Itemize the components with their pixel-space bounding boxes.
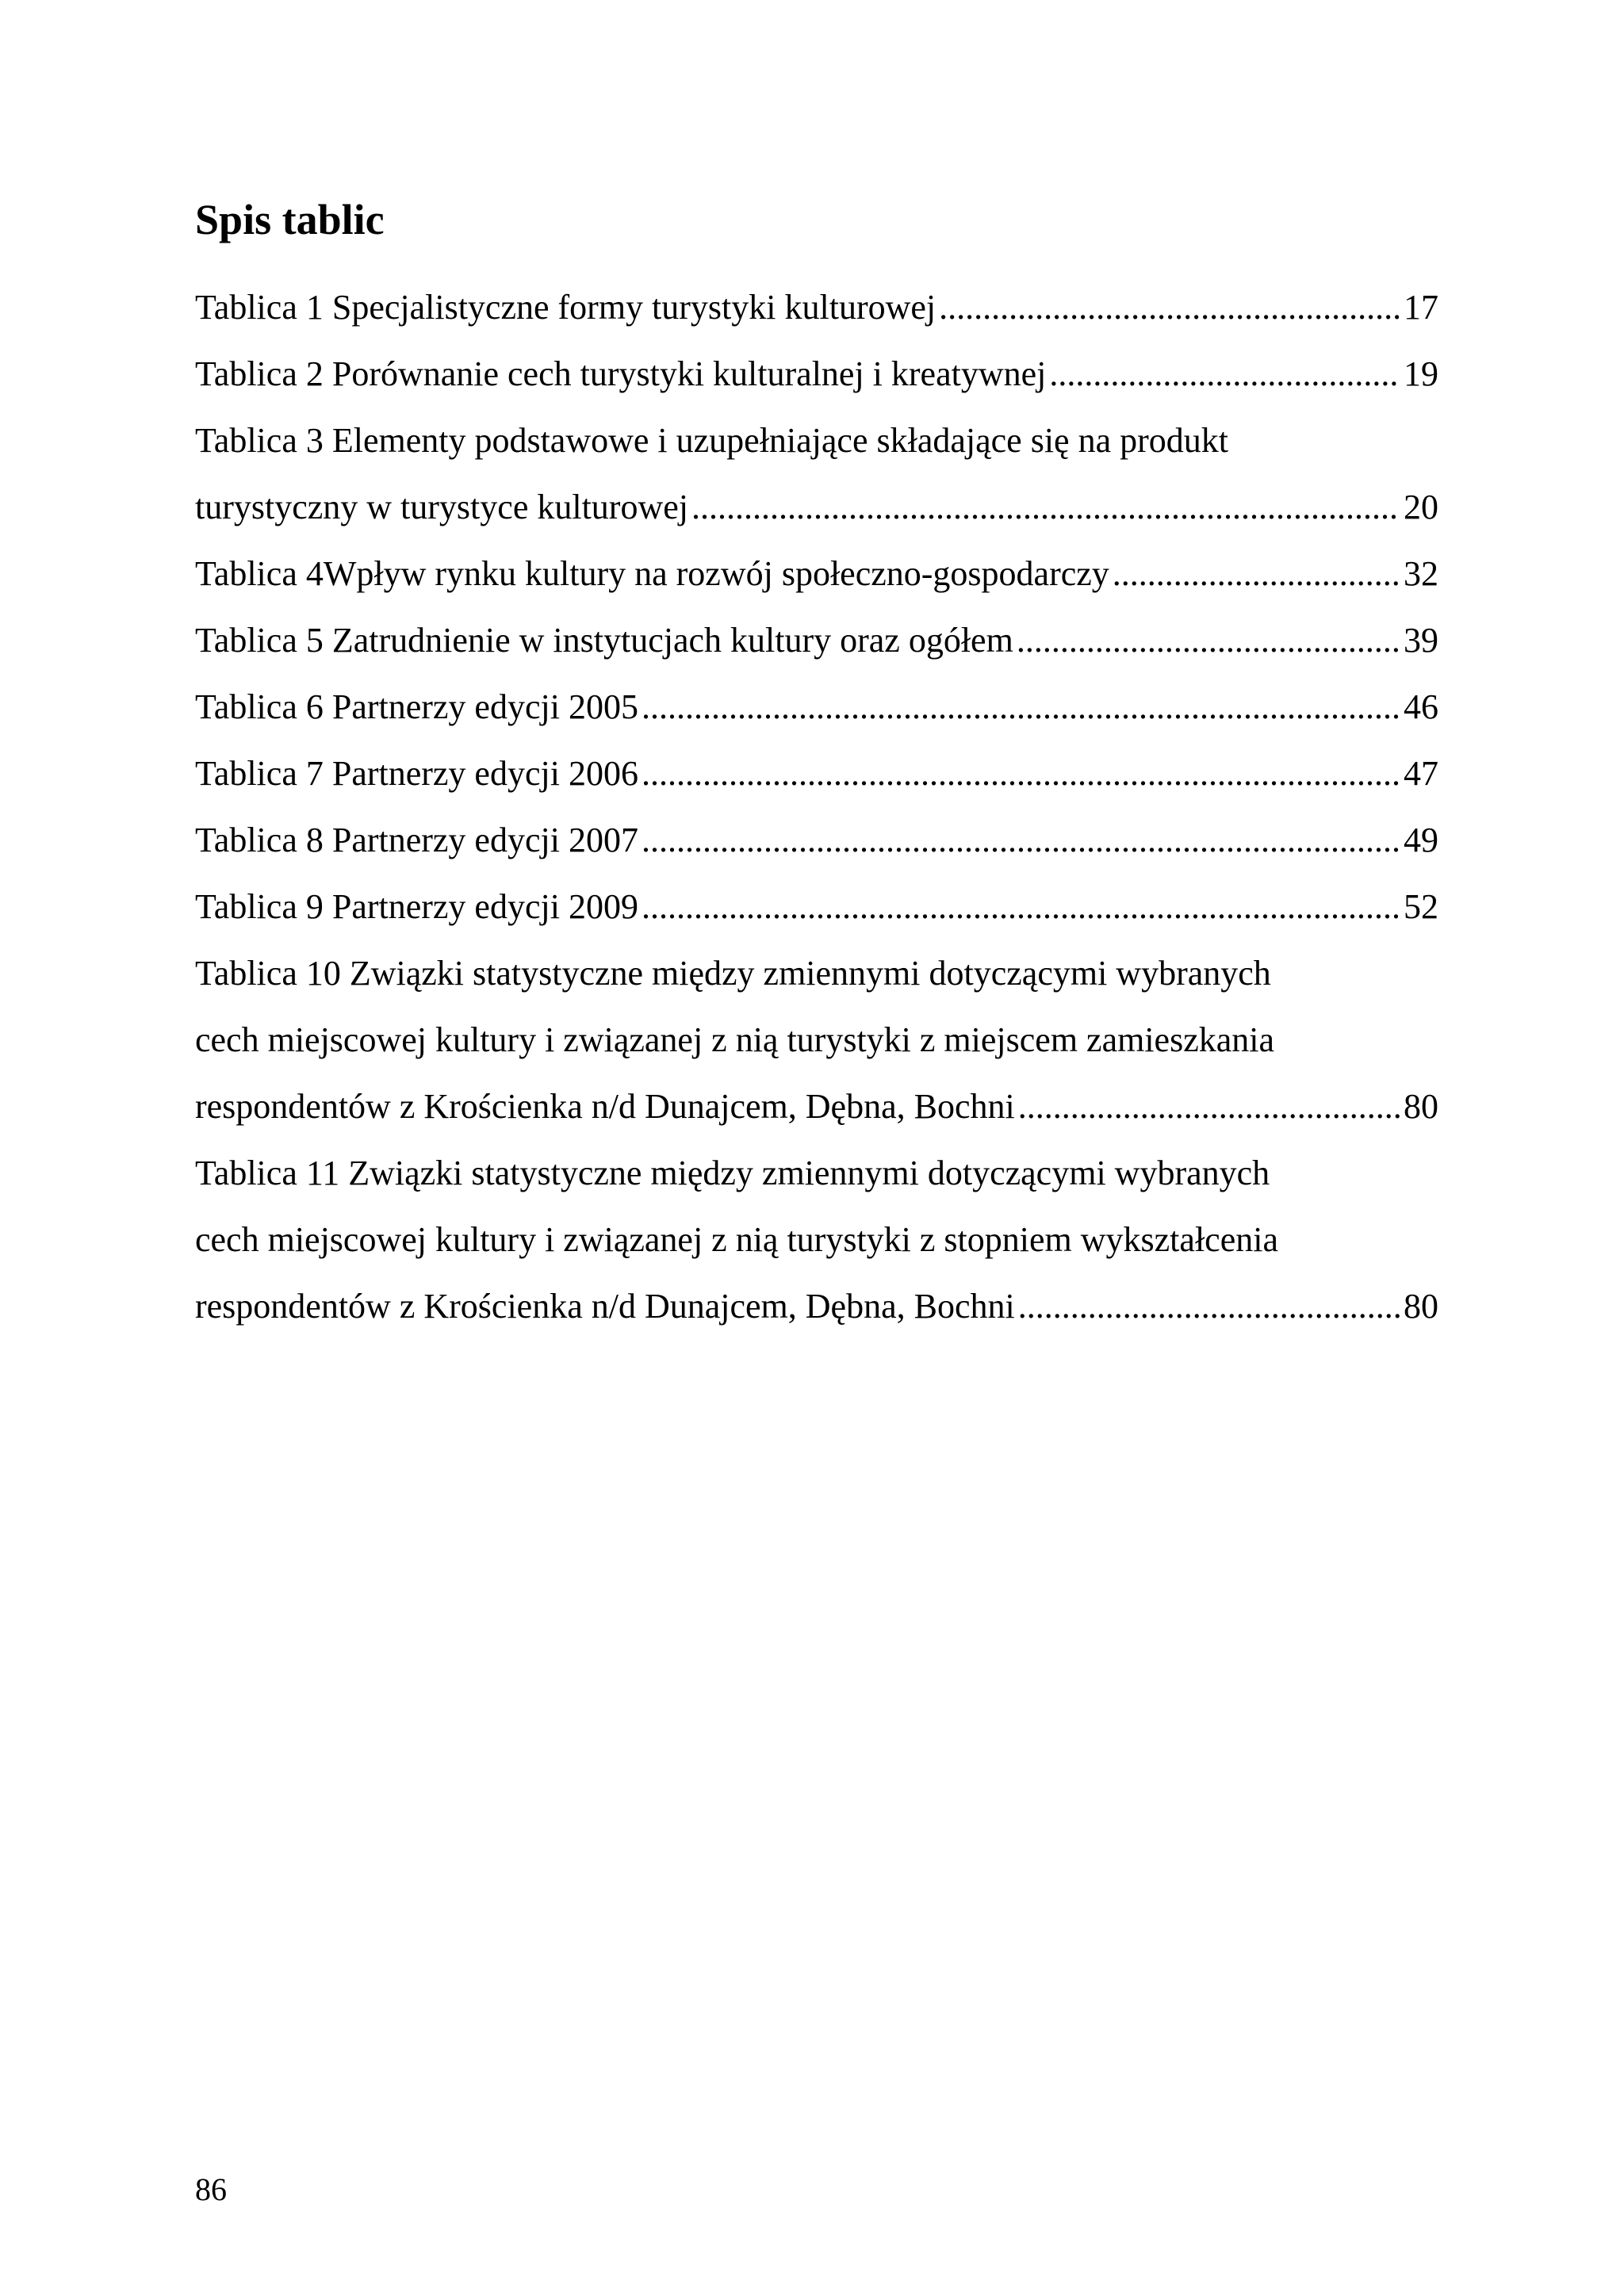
toc-entry-text: Tablica 5 Zatrudnienie w instytucjach kultury oraz ogółem	[195, 621, 1013, 660]
toc-entry-text: Tablica 9 Partnerzy edycji 2009	[195, 887, 638, 926]
toc-entry-page: 39	[1404, 621, 1438, 660]
toc-entry-line	[195, 752, 1438, 818]
toc-entry-text: Tablica 7 Partnerzy edycji 2006	[195, 754, 638, 793]
dot-leader	[1113, 552, 1400, 596]
toc-entry-line	[195, 818, 1438, 885]
toc-entry-text: Tablica 4Wpływ rynku kultury na rozwój społeczno-gospodarczy	[195, 554, 1109, 593]
toc-entry-text: Tablica 10 Związki statystyczne między zmiennymi dotyczącymi wybranych	[195, 954, 1271, 993]
dot-leader	[1049, 352, 1400, 396]
dot-leader	[642, 752, 1400, 796]
toc-entry-text: Tablica 3 Elementy podstawowe i uzupełniające składające się na produkt	[195, 421, 1228, 460]
dot-leader	[642, 818, 1400, 863]
page-number: 86	[195, 2172, 227, 2207]
toc-entry-line	[195, 618, 1438, 685]
toc-entry-page: 80	[1404, 1087, 1438, 1126]
toc-entry-line	[195, 1018, 1438, 1085]
toc-entry-line	[195, 685, 1438, 752]
toc-entry-text: turystyczny w turystyce kulturowej	[195, 488, 688, 526]
toc-entry-text: respondentów z Krościenka n/d Dunajcem, Dębna, Bochni	[195, 1087, 1015, 1126]
toc-entry-text: Tablica 1 Specjalistyczne formy turystyki kulturowej	[195, 288, 936, 327]
dot-leader	[939, 285, 1400, 330]
dot-leader	[1018, 1284, 1400, 1329]
toc-entry-page: 20	[1404, 488, 1438, 526]
toc-entry-text: Tablica 6 Partnerzy edycji 2005	[195, 687, 638, 726]
toc-entry-page: 49	[1404, 821, 1438, 859]
toc-entry-line	[195, 285, 1438, 352]
toc-entry-page: 80	[1404, 1287, 1438, 1326]
dot-leader	[642, 685, 1400, 729]
toc-entry-line	[195, 1218, 1438, 1284]
toc-entry-page: 17	[1404, 288, 1438, 327]
toc-entry-page: 52	[1404, 887, 1438, 926]
toc-entry-text: Tablica 8 Partnerzy edycji 2007	[195, 821, 638, 859]
toc-entry-text: cech miejscowej kultury i związanej z nią turystyki z stopniem wykształcenia	[195, 1220, 1278, 1259]
toc-entry-line	[195, 1284, 1438, 1351]
page-title: Spis tablic	[195, 196, 385, 243]
table-list	[195, 285, 1438, 1351]
dot-leader	[691, 485, 1400, 530]
toc-entry-text: Tablica 2 Porównanie cech turystyki kulturalnej i kreatywnej	[195, 354, 1047, 393]
toc-entry-page: 46	[1404, 687, 1438, 726]
toc-entry-line	[195, 885, 1438, 951]
toc-entry-text: respondentów z Krościenka n/d Dunajcem, Dębna, Bochni	[195, 1287, 1015, 1326]
dot-leader	[1017, 618, 1400, 663]
toc-entry-page: 19	[1404, 354, 1438, 393]
dot-leader	[1018, 1085, 1400, 1129]
toc-entry-line	[195, 1151, 1438, 1218]
dot-leader	[642, 885, 1400, 929]
toc-entry-line	[195, 352, 1438, 419]
toc-entry-text: Tablica 11 Związki statystyczne między zmiennymi dotyczącymi wybranych	[195, 1154, 1270, 1192]
toc-entry-line	[195, 1085, 1438, 1151]
toc-entry-page: 47	[1404, 754, 1438, 793]
toc-entry-line	[195, 485, 1438, 552]
toc-entry-page: 32	[1404, 554, 1438, 593]
toc-entry-line	[195, 552, 1438, 618]
toc-entry-line	[195, 419, 1438, 485]
toc-entry-text: cech miejscowej kultury i związanej z nią turystyki z miejscem zamieszkania	[195, 1020, 1275, 1059]
toc-entry-line	[195, 951, 1438, 1018]
